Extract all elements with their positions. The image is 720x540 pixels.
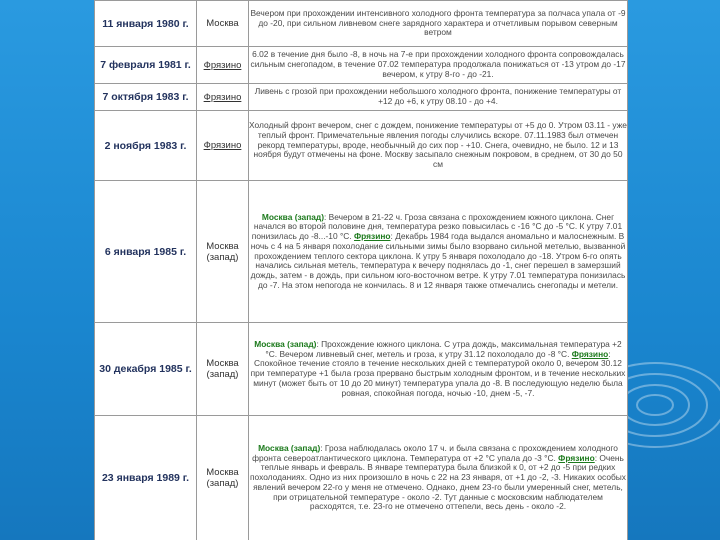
row-date: 6 января 1985 г. <box>95 181 197 323</box>
row-date: 2 ноября 1983 г. <box>95 111 197 181</box>
table-row <box>95 1 628 47</box>
row-description <box>249 416 628 540</box>
row-place: Москва (запад) <box>197 416 249 540</box>
moscow-report: : Прохождение южного циклона. С утра дождь, максимальная температура +2 °С. Вечером ливневый снег, метель и гроза, к утру 31.12 похолодало до -8 °С. <box>265 338 622 359</box>
row-description: 6.02 в течение дня было -8, в ночь на 7-е при прохождении холодного фронта сопровождалась сильным снегопадом, в течение 07.02 температура продолжала понижаться от -13 утром до -17 вечером, к утру 8-го - до -21. <box>249 47 628 84</box>
row-date: 7 февраля 1981 г. <box>95 47 197 84</box>
row-date: 23 января 1989 г. <box>95 416 197 540</box>
location-label-moscow: Москва (запад) <box>261 211 325 222</box>
row-date: 7 октября 1983 г. <box>95 84 197 111</box>
moscow-report: : Гроза наблюдалась около 17 ч. и была связана с прохождением холодного фронта североатлантического циклона. Температура от +2 °С упала до -3 °С. <box>252 442 618 463</box>
table-row <box>95 416 628 540</box>
row-description <box>249 323 628 416</box>
weather-events-table <box>94 0 628 540</box>
location-label-moscow: Москва (запад) <box>254 338 317 349</box>
table-row <box>95 84 628 111</box>
row-place: Москва (запад) <box>197 181 249 323</box>
table-row <box>95 181 628 323</box>
row-place: Фрязино <box>197 84 249 111</box>
row-description: Вечером при прохождении интенсивного холодного фронта температура за полчаса упала от -9 до -20, при сильном ливневом снеге зарядного характера и отчетливым порывом северным ветром <box>249 1 628 47</box>
table-row <box>95 323 628 416</box>
row-place: Москва (запад) <box>197 323 249 416</box>
fryazino-report: : Очень теплые январь и февраль. В январе температура была близкой к 0, от +2 до -5 при редких похолоданиях. Одно из них произошло в ночь с 22 на 23 января, от +1 до -2, -3. Никаких особых явлений вечером 22-го у меня не отмечено. Однако, днем 23-го были умеренный снег, метель, при отрицательной температуре - около -2. Тут данные с московским наблюдателем расходятся, т.е. 23-го не отмечено оттепели, весь день - около -2. <box>250 452 626 512</box>
location-label-fryazino: Фрязино <box>571 348 609 359</box>
table-row <box>95 47 628 84</box>
row-description <box>249 181 628 323</box>
row-description: Ливень с грозой при прохождении небольшого холодного фронта, понижение температуры от +12 до +6, к утру 08.10 - до +4. <box>249 84 628 111</box>
fryazino-report: : Спокойное течение стояло в течение нескольких дней с температурой около 0, вечером 30.12 при температуре +1 была гроза прервано быстрым холодным фронтом, и в течение нескольких минут (может быть от 10 до 20 минут) температура упала до -8. В последующую неделю была ровная, спокойная погода, ночью -10, днем -5, -7. <box>250 348 626 398</box>
location-label-fryazino: Фрязино <box>558 452 595 463</box>
row-place: Фрязино <box>197 111 249 181</box>
location-label-fryazino: Фрязино <box>354 231 391 241</box>
fryazino-report: : Декабрь 1984 года выдался аномально и малоснежным. В ночь с 4 на 5 января похолодание сильными зимы было взорвано сильной метелью, вызванной прохождением теплого сектора циклона. К утру 5 января похолодало до -18. Утром 6-го опять начались сильная метель, температура к вечеру поднялась до -1, снег перешел в замерзший дождь, затем - в дождь, при сильном юго-восточном ветре. К утру 7.01 температура понизилась до -7. На этом непогода не кончилась. 8 и 12 января также отмечались снегопады и метели. <box>250 231 626 290</box>
row-place: Фрязино <box>197 47 249 84</box>
row-place: Москва <box>197 1 249 47</box>
location-label-moscow: Москва (запад) <box>258 442 321 453</box>
row-date: 11 января 1980 г. <box>95 1 197 47</box>
document-page <box>94 0 628 540</box>
row-date: 30 декабря 1985 г. <box>95 323 197 416</box>
row-description: Холодный фронт вечером, снег с дождем, понижение температуры от +5 до 0. Утром 03.11 - уже теплый фронт. Примечательные явления погоды случились вскоре. 07.11.1983 был отмечен рекорд температуры, вроде, необычный до сих пор - +10. Снега, очевидно, не было. 12 и 13 ноября будут отмечены на фоне. Москву засыпало снежным покровом, в среднем, от 30 до 50 см <box>249 111 628 181</box>
moscow-report: : Вечером в 21-22 ч. Гроза связана с прохождением южного циклона. Снег начался во второй половине дня, температура резко повысилась с -16 °С до -5 °С. К утру 7.01 понизилась до -8...-10 °С. <box>251 211 623 241</box>
table-row <box>95 111 628 181</box>
